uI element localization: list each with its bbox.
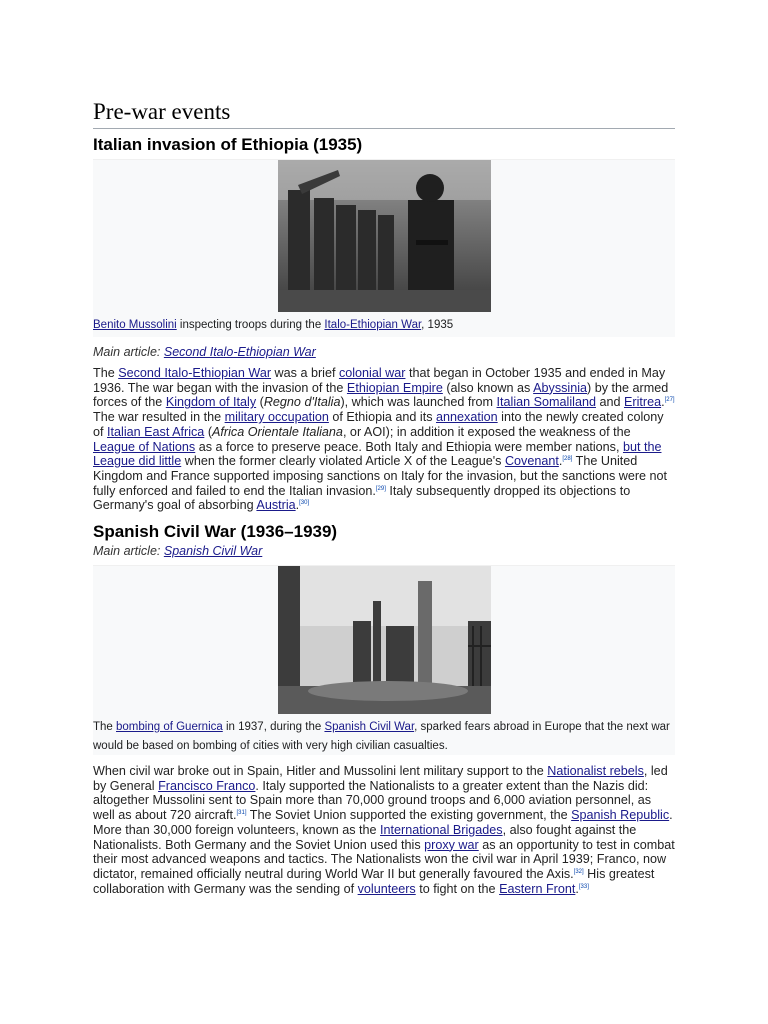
photo-guernica-image (278, 566, 491, 714)
link-spanish-civil-war-main[interactable]: Spanish Civil War (163, 544, 263, 559)
link-kingdom-of-italy[interactable]: Kingdom of Italy (165, 395, 257, 410)
hatnote-ethiopia: Main article: Second Italo-Ethiopian War (93, 345, 316, 359)
ref-27[interactable]: [27] (664, 397, 675, 404)
article-page (93, 98, 675, 896)
photo-mussolini-inspecting-troops[interactable] (278, 160, 491, 312)
figure-guernica (93, 565, 675, 755)
link-military-occupation[interactable]: military occupation (224, 410, 329, 425)
link-francisco-franco[interactable]: Francisco Franco (158, 778, 256, 793)
caption-guernica: The bombing of Guernica in 1937, during the Spanish Civil War, sparked fears abroad in Europe that the next war would be based on bombing of cities with very high civilian casualties. (93, 721, 670, 753)
photo-guernica-ruins[interactable] (278, 566, 491, 714)
link-spanish-civil-war-caption[interactable]: Spanish Civil War (324, 721, 415, 734)
ref-33[interactable]: [33] (578, 883, 589, 890)
link-proxy-war[interactable]: proxy war (424, 837, 479, 852)
link-second-italo-ethiopian-war-main[interactable]: Second Italo-Ethiopian War (163, 345, 316, 359)
link-annexation[interactable]: annexation (436, 410, 498, 425)
link-colonial-war[interactable]: colonial war (338, 366, 406, 380)
link-ethiopian-empire[interactable]: Ethiopian Empire (346, 380, 443, 395)
heading-ethiopia: Italian invasion of Ethiopia (1935) (93, 135, 363, 154)
link-league-did-little[interactable]: but the League did little (93, 439, 662, 469)
link-covenant[interactable]: Covenant (504, 454, 559, 469)
caption-mussolini: Benito Mussolini inspecting troops during the Italo-Ethiopian War, 1935 (93, 319, 454, 331)
link-second-italo-ethiopian-war[interactable]: Second Italo-Ethiopian War (118, 366, 272, 380)
link-italian-east-africa[interactable]: Italian East Africa (107, 424, 205, 439)
ref-29[interactable]: [29] (375, 485, 386, 492)
link-austria[interactable]: Austria (256, 498, 296, 513)
figure-mussolini (93, 159, 675, 337)
link-eritrea[interactable]: Eritrea (623, 395, 662, 410)
link-abyssinia[interactable]: Abyssinia (533, 380, 588, 395)
link-bombing-of-guernica[interactable]: bombing of Guernica (116, 721, 223, 734)
section-title: Pre-war events (93, 98, 675, 129)
paragraph-ethiopia: The Second Italo-Ethiopian War was a brief colonial war that began in October 1935 and ended in May 1936. The war began with the invasion of the Ethiopian Empire (also known as Abyssinia) by the armed forces of the Kingdom of Italy (Regno d'Italia), which was launched from Italian Somaliland and Eritrea.[27] The war resulted in the military occupation of Ethiopia and its annexation into the newly created colony of Italian East Africa (Africa Orientale Italiana, or AOI); in addition it exposed the weakness of the League of Nations as a force to preserve peace. Both Italy and Ethiopia were member nations, but the League did little when the former clearly violated Article X of the League's Covenant.[28] The United Kingdom and France supported imposing sanctions on Italy for the invasion, but the sanctions were not fully enforced and failed to end the Italian invasion.[29] Italy subsequently dropped its objections to Germany's goal of absorbing Austria.[30] (93, 366, 675, 513)
ref-31[interactable]: [31] (236, 809, 247, 816)
link-eastern-front[interactable]: Eastern Front (499, 881, 576, 896)
link-italian-somaliland[interactable]: Italian Somaliland (496, 395, 596, 410)
ref-30[interactable]: [30] (299, 500, 310, 507)
link-international-brigades[interactable]: International Brigades (380, 822, 503, 837)
ref-28[interactable]: [28] (562, 456, 573, 463)
link-benito-mussolini[interactable]: Benito Mussolini (93, 319, 177, 331)
paragraph-spain: When civil war broke out in Spain, Hitler and Mussolini lent military support to the Nationalist rebels, led by General Francisco Franco. Italy supported the Nationalists to a greater extent than the Nazis did: altogether Mussolini sent to Spain more than 70,000 ground troops and 6,000 aviation personnel, as well as about 720 aircraft.[31] The Soviet Union supported the existing government, the Spanish Republic. More than 30,000 foreign volunteers, known as the International Brigades, also fought against the Nationalists. Both Germany and the Soviet Union used this proxy war as an opportunity to test in combat their most advanced weapons and tactics. The Nationalists won the civil war in April 1939; Franco, now dictator, remained officially neutral during World War II but generally favoured the Axis.[32] His greatest collaboration with Germany was the sending of volunteers to fight on the Eastern Front.[33] (93, 764, 675, 896)
link-league-of-nations[interactable]: League of Nations (93, 439, 196, 454)
photo-mussolini-image (278, 160, 491, 312)
link-volunteers[interactable]: volunteers (357, 881, 416, 896)
heading-spain: Spanish Civil War (1936–1939) (93, 522, 338, 542)
link-nationalist-rebels[interactable]: Nationalist rebels (547, 764, 644, 779)
link-italo-ethiopian-war[interactable]: Italo-Ethiopian War (324, 319, 422, 331)
hatnote-spain: Main article: Spanish Civil War (93, 544, 263, 559)
link-spanish-republic[interactable]: Spanish Republic (571, 808, 670, 823)
ref-32[interactable]: [32] (573, 868, 584, 875)
